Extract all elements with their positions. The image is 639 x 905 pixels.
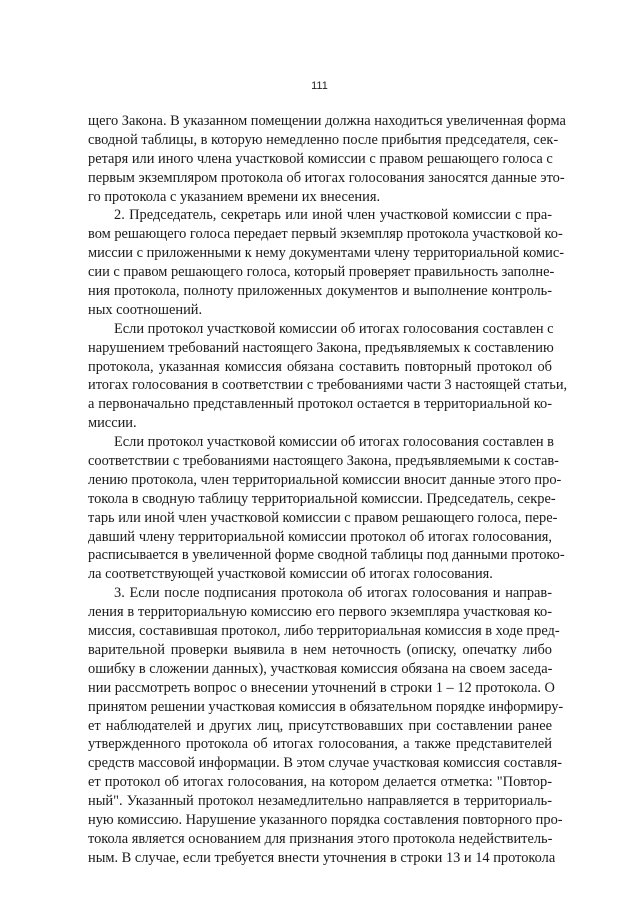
text-line: щего Закона. В указанном помещении должна находиться увеличенная форма <box>88 113 566 129</box>
text-line: Если протокол участковой комиссии об итогах голосования составлен с <box>114 320 554 337</box>
text-line: токола в сводную таблицу территориальной комиссии. Председатель, секре- <box>88 490 556 507</box>
text-line: а первоначально представленный протокол остается в территориальной ко- <box>88 396 552 413</box>
text-line: 3. Если после подписания протокола об итогах голосования и направ- <box>114 585 552 602</box>
text-line: сводной таблицы, в которую немедленно после прибытия председателя, сек- <box>88 131 559 148</box>
text-line: тарь или иной член участковой комиссии с правом решающего голоса, пере- <box>88 509 558 526</box>
text-line: первым экземпляром протокола об итогах голосования заносятся данные это- <box>88 169 565 186</box>
text-line: миссии с приложенными к нему документами члену территориальной комис- <box>88 245 565 262</box>
text-line: ный". Указанный протокол незамедлительно направляется в территориаль- <box>88 793 552 810</box>
paragraph <box>88 584 564 867</box>
paragraph <box>88 433 565 584</box>
text-line: расписывается в увеличенной форме сводной таблицы под данными протоко- <box>88 547 565 564</box>
text-line: ретаря или иного члена участковой комиссии с правом решающего голоса с <box>88 150 553 167</box>
text-line: Если протокол участковой комиссии об итогах голосования составлен в <box>114 434 554 451</box>
text-line: итогах голосования в соответствии с требованиями части 3 настоящей статьи, <box>88 377 568 394</box>
text-line: сии с правом решающего голоса, который проверяет правильность заполне- <box>88 264 555 281</box>
text-line: варительной проверки выявила в нем неточность (описку, опечатку либо <box>88 641 552 658</box>
text-line: го протокола с указанием времени их внесения. <box>88 188 381 205</box>
text-line: нии рассмотреть вопрос о внесении уточнений в строки 1 – 12 протокола. О <box>88 679 555 696</box>
text-line: ную комиссию. Нарушение указанного порядка составления повторного про- <box>88 811 563 828</box>
text-line: вом решающего голоса передает первый экземпляр протокола участковой ко- <box>88 226 563 243</box>
text-line: утвержденного протокола об итогах голосования, а также представителей <box>88 736 552 753</box>
text-line: ных соотношений. <box>88 301 203 318</box>
text-line: принятом решении участковая комиссия в обязательном порядке информиру- <box>88 698 564 715</box>
paragraph <box>88 112 566 206</box>
text-line: нарушением требований настоящего Закона, предъявляемых к составлению <box>88 339 554 356</box>
text-line: давший члену территориальной комиссии протокол об итогах голосования, <box>88 528 552 545</box>
text-line: ла соответствующей участковой комиссии об итогах голосования. <box>88 566 493 583</box>
text-line: ет наблюдателей и других лиц, присутствовавших при составлении ранее <box>88 717 552 734</box>
text-line: соответствии с требованиями настоящего Закона, предъявляемыми к состав- <box>88 453 559 470</box>
paragraph <box>88 320 568 433</box>
page-number: 111 <box>311 80 328 92</box>
text-line: миссии. <box>88 415 137 432</box>
text-line: миссия, составившая протокол, либо территориальная комиссия в ходе пред- <box>88 623 560 640</box>
text-line: ным. В случае, если требуется внести уточнения в строки 13 и 14 протокола <box>88 849 556 866</box>
paragraph <box>88 206 565 319</box>
text-line: лению протокола, член территориальной комиссии вносит данные этого про- <box>88 471 562 488</box>
text-line: ления в территориальную комиссию его первого экземпляра участковая ко- <box>88 604 552 621</box>
text-line: ет протокол об итогах голосования, на котором делается отметка: "Повтор- <box>88 774 552 791</box>
text-line: ошибку в сложении данных), участковая комиссия обязана на своем заседа- <box>88 660 553 677</box>
text-line: протокола, указанная комиссия обязана составить повторный протокол об <box>88 358 552 375</box>
text-line: средств массовой информации. В этом случае участковая комиссия составля- <box>88 755 563 772</box>
text-line: ния протокола, полноту приложенных документов и выполнение контроль- <box>88 283 552 300</box>
text-line: 2. Председатель, секретарь или иной член участковой комиссии с пра- <box>114 207 552 224</box>
text-line: токола является основанием для признания этого протокола недействитель- <box>88 830 553 847</box>
document-body <box>88 112 568 868</box>
